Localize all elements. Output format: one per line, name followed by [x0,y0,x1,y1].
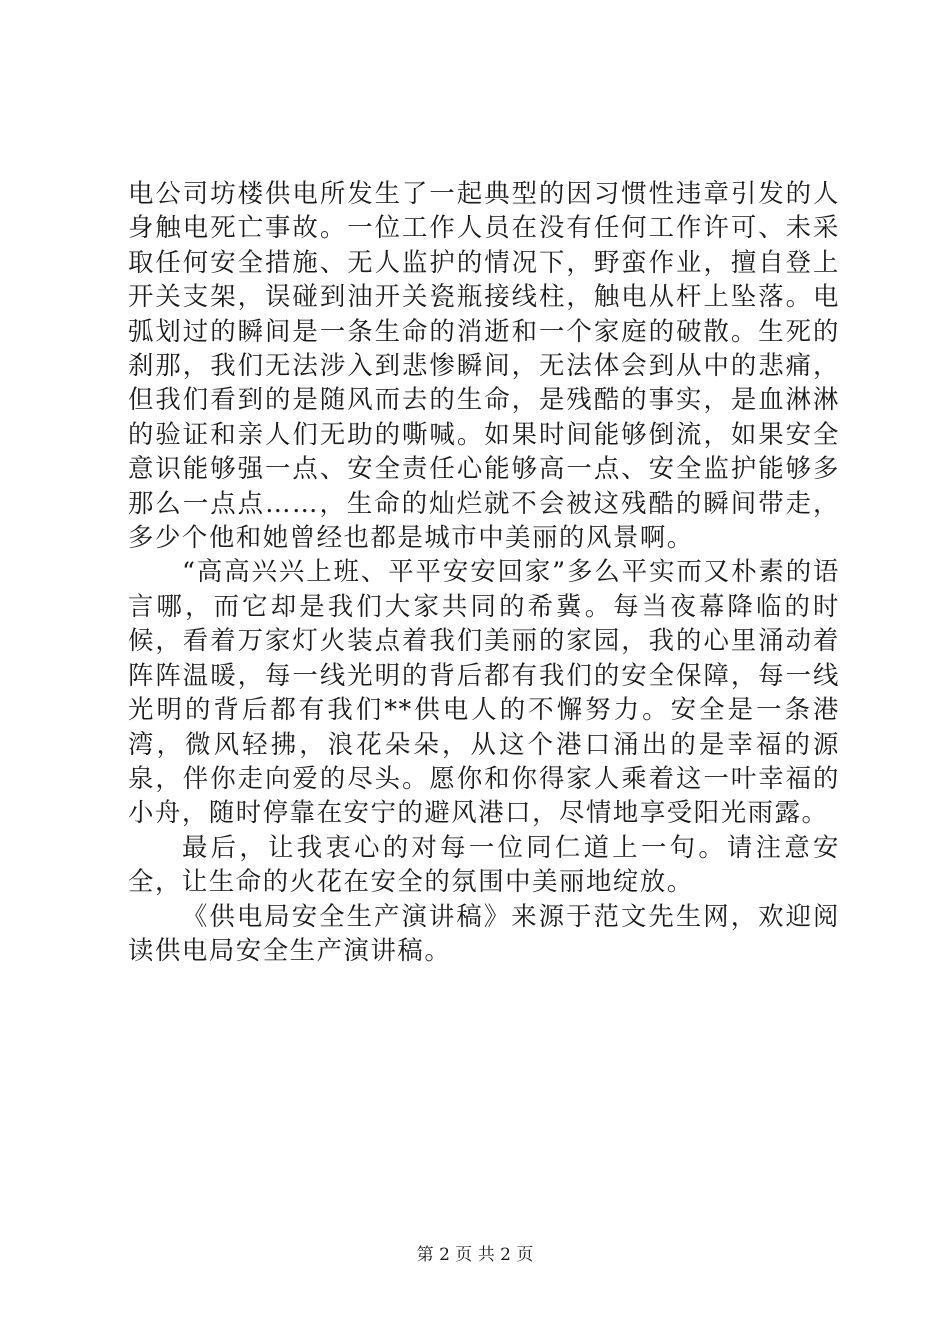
paragraph-3: 最后，让我衷心的对每一位同仁道上一句。请注意安全，让生命的火花在安全的氛围中美丽地绽放。 [128,831,840,897]
page-number-footer: 第 2 页 共 2 页 [416,1245,534,1265]
paragraph-4: 《供电局安全生产演讲稿》来源于范文先生网，欢迎阅读供电局安全生产演讲稿。 [128,900,840,965]
document-body [128,176,840,967]
paragraph-2: “高高兴兴上班、平平安安回家”多么平实而又朴素的语言哪，而它却是我们大家共同的希冀。每当夜幕降临的时候，看着万家灯火装点着我们美丽的家园，我的心里涌动着阵阵温暖，每一线光明的背后都有我们的安全保障，每一线光明的背后都有我们**供电人的不懈努力。安全是一条港湾，微风轻拂，浪花朵朵，从这个港口涌出的是幸福的源泉，伴你走向爱的尽头。愿你和你得家人乘着这一叶幸福的小舟，随时停靠在安宁的避风港口，尽情地享受阳光雨露。 [128,556,840,828]
paragraph-1: 电公司坊楼供电所发生了一起典型的因习惯性违章引发的人身触电死亡事故。一位工作人员在没有任何工作许可、未采取任何安全措施、无人监护的情况下，野蛮作业，擅自登上开关支架，误碰到油开关瓷瓶接线柱，触电从杆上坠落。电弧划过的瞬间是一条生命的消逝和一个家庭的破散。生死的刹那，我们无法涉入到悲惨瞬间，无法体会到从中的悲痛，但我们看到的是随风而去的生命，是残酷的事实，是血淋淋的验证和亲人们无助的嘶喊。如果时间能够倒流，如果安全意识能够强一点、安全责任心能够高一点、安全监护能够多那么一点点……，生命的灿烂就不会被这残酷的瞬间带走，多少个他和她曾经也都是城市中美丽的风景啊。 [128,178,840,553]
